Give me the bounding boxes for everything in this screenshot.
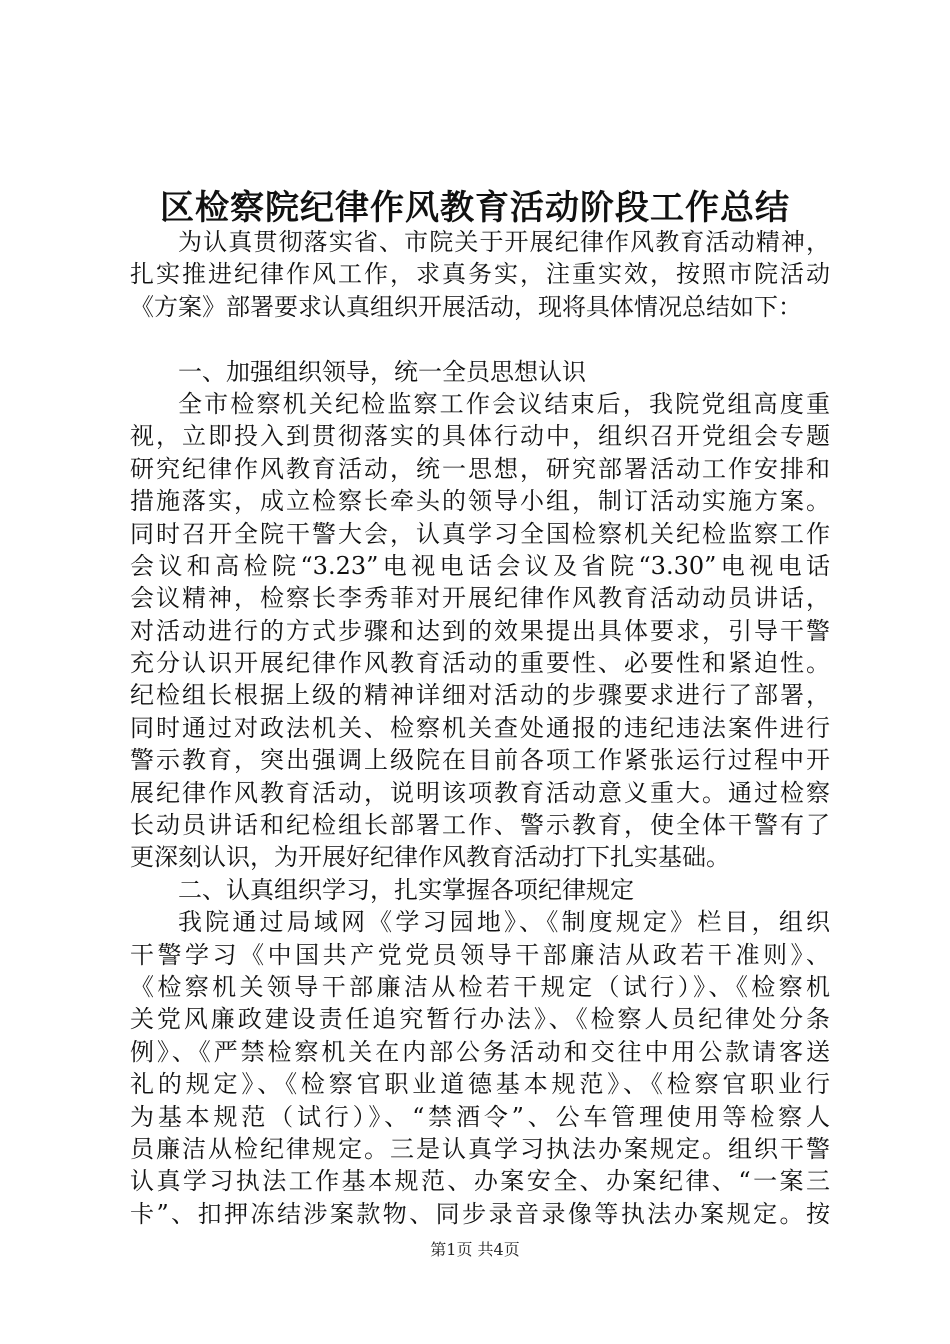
body-line: 为认真贯彻落实省、市院关于开展纪律作风教育活动精神， [178, 228, 830, 256]
body-line: 研究纪律作风教育活动，统一思想，研究部署活动工作安排和 [130, 454, 830, 483]
body-line: 我院通过局域网《学习园地》、《制度规定》栏目，组织 [178, 908, 830, 937]
body-line: 关党风廉政建设责任追究暂行办法》、《检察人员纪律处分条 [130, 1005, 830, 1034]
body-line: 扎实推进纪律作风工作，求真务实，注重实效，按照市院活动 [130, 260, 830, 289]
body-line: 为基本规范（试行）》、“禁酒令”、公车管理使用等检察人 [130, 1102, 830, 1131]
body-line: 同时召开全院干警大会，认真学习全国检察机关纪检监察工作 [130, 519, 830, 548]
body-line: 会议和高检院“3.23”电视电话会议及省院“3.30”电视电话 [130, 551, 830, 580]
body-line: 纪检组长根据上级的精神详细对活动的步骤要求进行了部署， [130, 681, 830, 710]
body-line: 视，立即投入到贯彻落实的具体行动中，组织召开党组会专题 [130, 422, 830, 451]
body-line: 《检察机关领导干部廉洁从检若干规定（试行）》、《检察机 [130, 972, 830, 1001]
body-line: 警示教育，突出强调上级院在目前各项工作紧张运行过程中开 [130, 746, 830, 775]
document-body [130, 226, 830, 1230]
body-line: 充分认识开展纪律作风教育活动的重要性、必要性和紧迫性。 [130, 649, 830, 678]
body-line: 二、认真组织学习，扎实掌握各项纪律规定 [178, 875, 634, 904]
body-line: 卡”、扣押冻结涉案款物、同步录音录像等执法办案规定。按 [130, 1199, 830, 1228]
body-line: 礼的规定》、《检察官职业道德基本规范》、《检察官职业行 [130, 1070, 830, 1099]
document-title: 区检察院纪律作风教育活动阶段工作总结 [160, 188, 790, 228]
body-line: 展纪律作风教育活动，说明该项教育活动意义重大。通过检察 [130, 778, 830, 807]
body-line: 长动员讲话和纪检组长部署工作、警示教育，使全体干警有了 [130, 811, 830, 840]
body-line: 干警学习《中国共产党党员领导干部廉洁从政若干准则》、 [130, 940, 830, 969]
body-line: 会议精神，检察长李秀菲对开展纪律作风教育活动动员讲话， [130, 584, 830, 613]
body-line: 措施落实，成立检察长牵头的领导小组，制订活动实施方案。 [130, 487, 830, 516]
page-footer: 第1页 共4页 [430, 1240, 520, 1259]
body-line: 更深刻认识，为开展好纪律作风教育活动打下扎实基础。 [130, 843, 730, 872]
body-line: 例》、《严禁检察机关在内部公务活动和交往中用公款请客送 [130, 1037, 830, 1066]
body-line: 全市检察机关纪检监察工作会议结束后，我院党组高度重 [178, 389, 830, 418]
body-line: 认真学习执法工作基本规范、办案安全、办案纪律、“一案三 [130, 1167, 830, 1196]
body-line: 同时通过对政法机关、检察机关查处通报的违纪违法案件进行 [130, 713, 830, 742]
body-line: 对活动进行的方式步骤和达到的效果提出具体要求，引导干警 [130, 616, 830, 645]
body-line: 一、加强组织领导，统一全员思想认识 [178, 357, 586, 386]
body-line [130, 323, 830, 355]
body-line: 《方案》部署要求认真组织开展活动，现将具体情况总结如下： [130, 292, 802, 321]
body-line: 员廉洁从检纪律规定。三是认真学习执法办案规定。组织干警 [130, 1134, 830, 1163]
